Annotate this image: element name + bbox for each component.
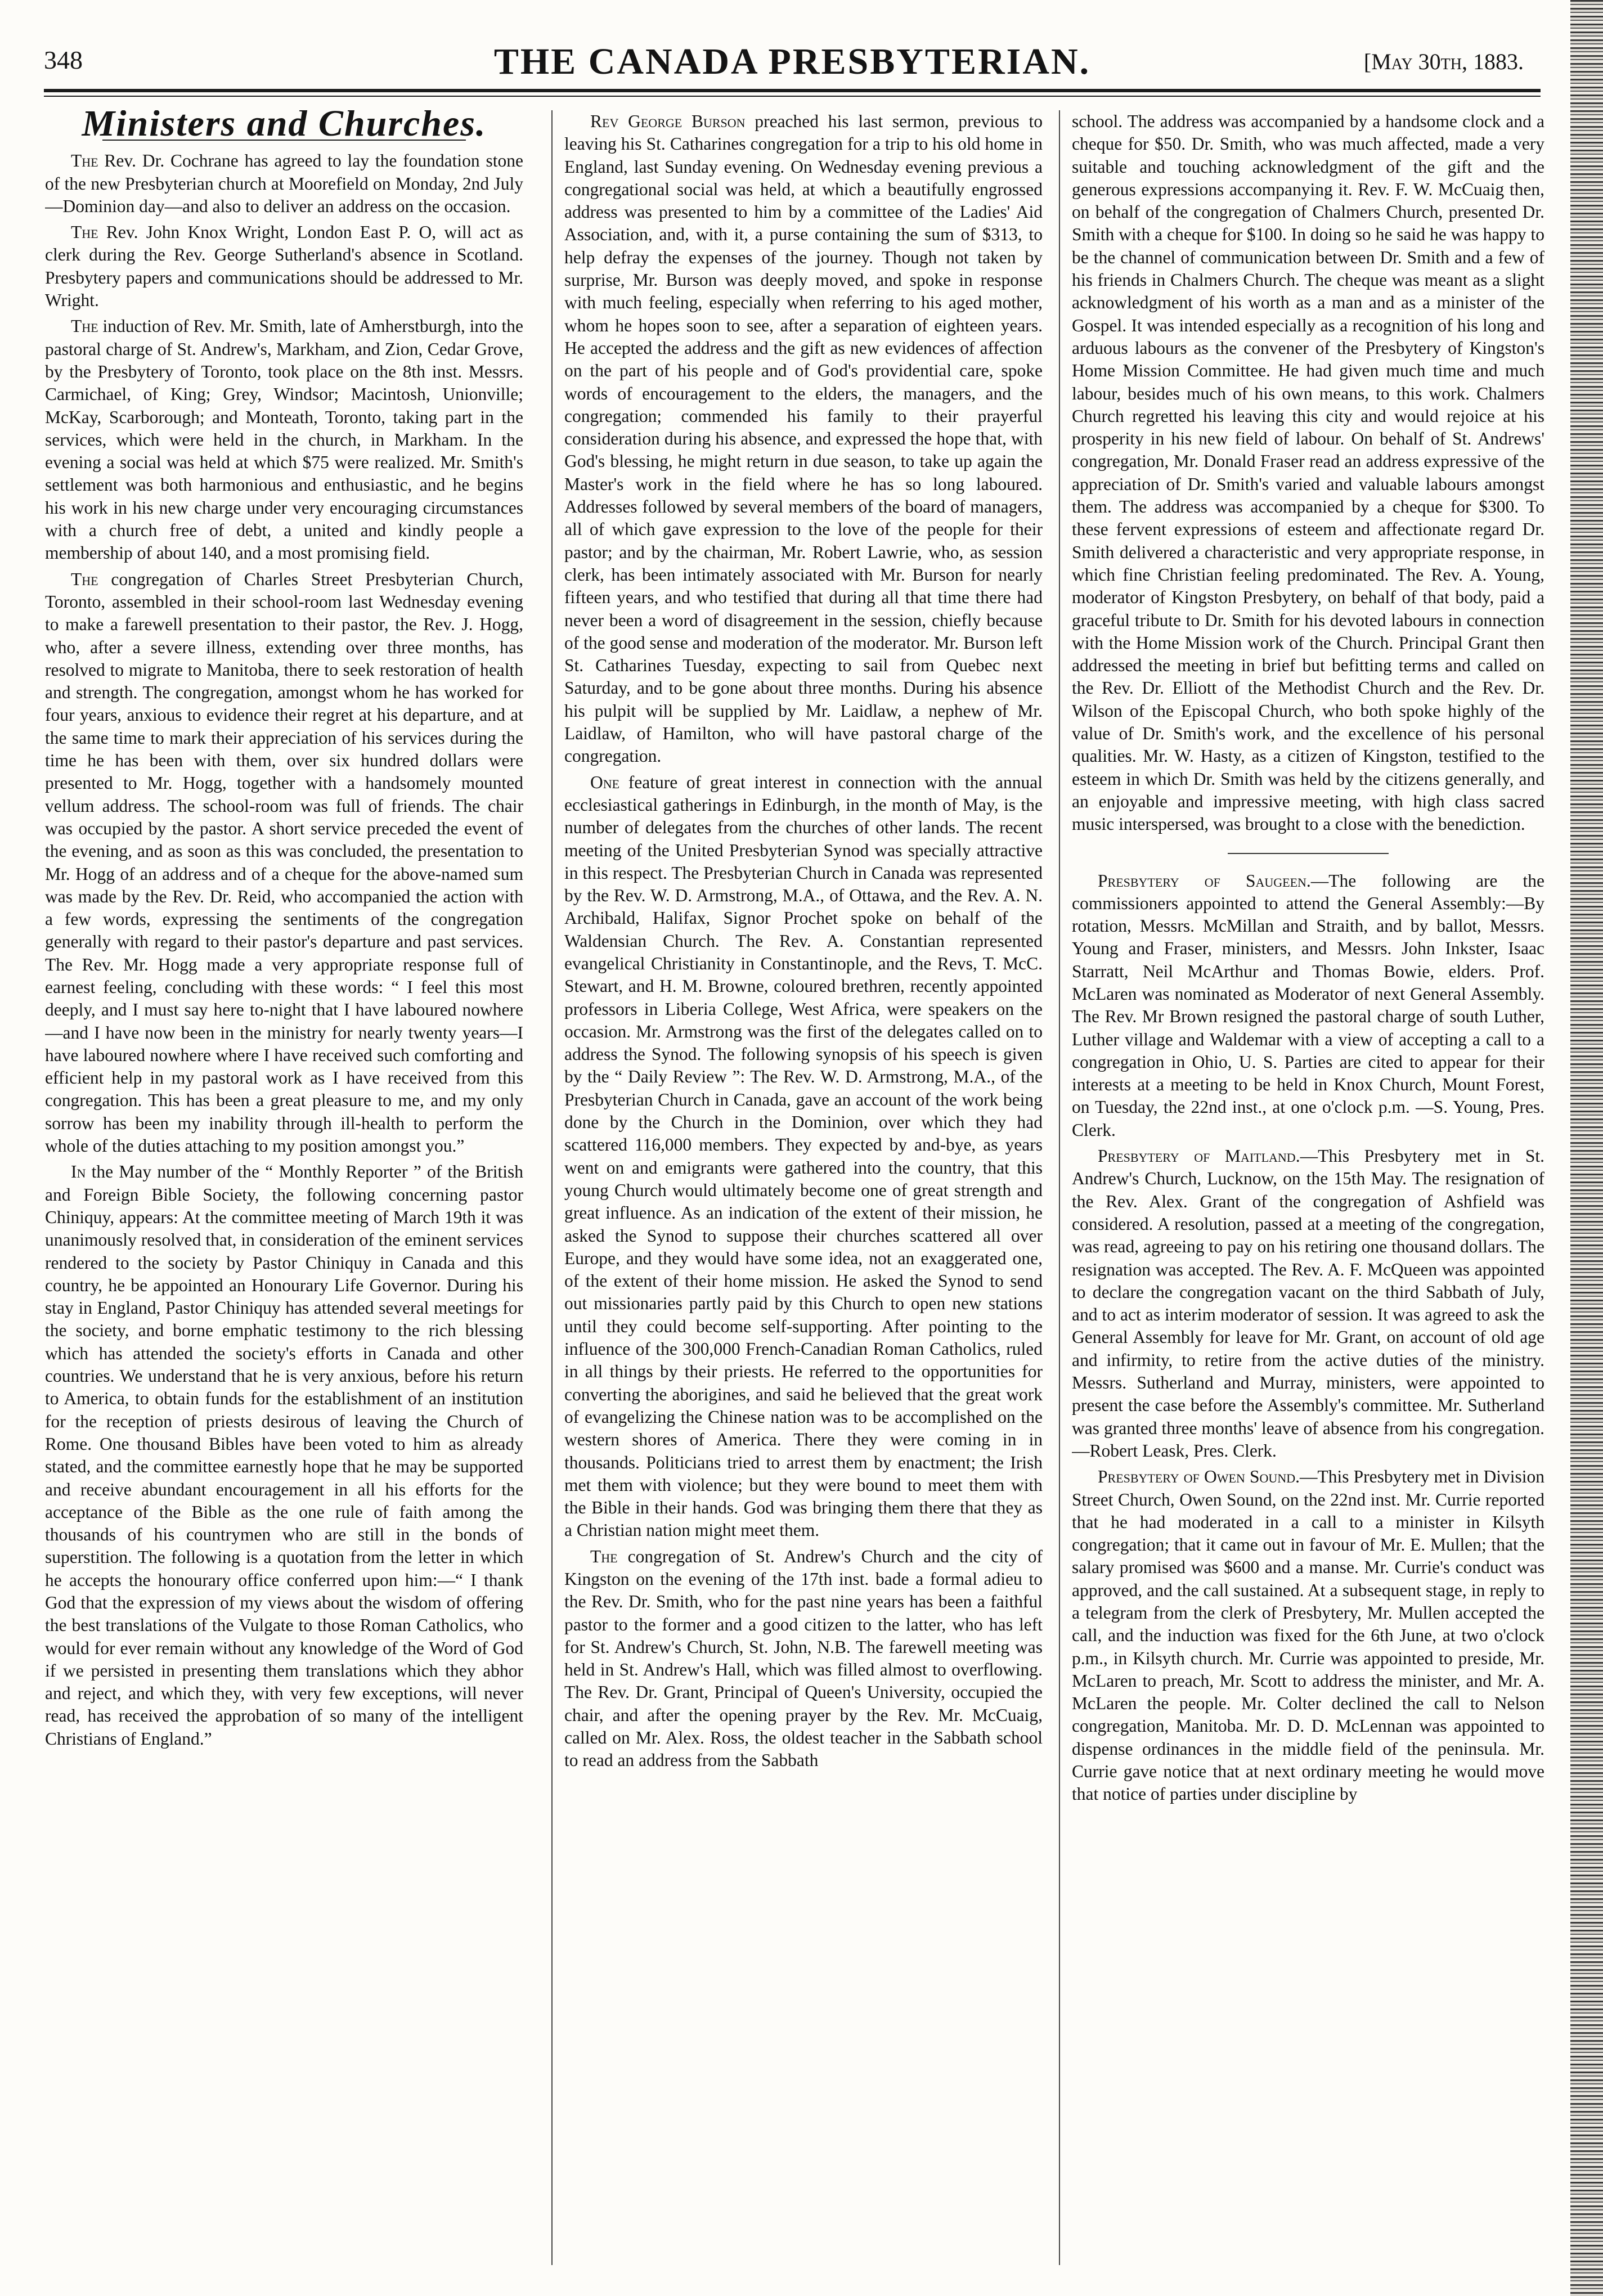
scanned-page-edge <box>1570 0 1603 2296</box>
column-3-paragraphs <box>1072 110 1544 1806</box>
paragraph-lead: One <box>590 772 620 792</box>
article-paragraph <box>1072 870 1544 1142</box>
paragraph-text: school. The address was accompanied by a handsome clock and a cheque for $50. Dr. Smith, who was much affected, made a very suitable and touching acknowledgment of the gift and the generous expressions accompanying it. Rev. F. W. McCuaig then, on behalf of the congregation of Chalmers Church, presented Dr. Smith with a cheque for $100. In doing so he said he was happy to be the channel of communication between Dr. Smith and a few of his friends in Chalmers Church. The cheque was meant as a slight acknowledgment of his worth as a man and as a minister of the Gospel. It was intended especially as a recognition of his long and arduous labours as the convener of the Presbytery of Kingston's Home Mission Committee. He had given much time and much labour, besides much of his own means, to this work. Chalmers Church regretted his leaving this city and would rejoice at his prosperity in his new field of labour. On behalf of St. Andrews' congregation, Mr. Donald Fraser read an address expressive of the appreciation of Dr. Smith's varied and valuable labours amongst them. The address was accompanied by a cheque for $300. To these fervent expressions of esteem and affectionate regard Dr. Smith delivered a characteristic and very appropriate response, in which fine Christian feeling predominated. The Rev. A. Young, moderator of Kingston Presbytery, on behalf of that body, paid a graceful tribute to Dr. Smith for his devoted labours in connection with the Home Mission work of the Church. Principal Grant then addressed the meeting in brief but befitting terms and called on the Rev. Dr. Elliott of the Methodist Church and the Rev. Dr. Wilson of the Episcopal Church, who both spoke highly of the value of Dr. Smith's work, and the excellence of his personal qualities. Mr. W. Hasty, as a citizen of Kingston, testified to the esteem in which Dr. Smith was held by the citizens generally, and an enjoyable and impressive meeting, with high class sacred music interspersed, was brought to a close with the benediction. <box>1072 111 1544 834</box>
paragraph-lead: The <box>590 1546 618 1566</box>
paragraph-lead: The <box>71 222 98 242</box>
paragraph-lead: Presbytery of Saugeen. <box>1098 870 1311 891</box>
column-divider-2 <box>1059 110 1060 2265</box>
paragraph-text: —This Presbytery met in Division Street Church, Owen Sound, on the 22nd inst. Mr. Currie reported that he had moderated in a call to a minister in Kilsyth congregation; that it came out in favour of Mr. E. Mullen; that the salary promised was $600 and a manse. Mr. Currie's conduct was approved, and the call sustained. At a subsequent stage, in reply to a telegram from the clerk of Presbytery, Mr. Mullen accepted the call, and the induction was fixed for the 6th June, at two o'clock p.m., in Kilsyth church. Mr. Currie was appointed to preside, Mr. McLaren to preach, Mr. Scott to address the minister, and Mr. A. McLaren the people. Mr. Colter declined the call to Nelson congregation, Manitoba. Mr. D. D. McLennan was appointed to dispense ordinances in the middle field of the peninsula. Mr. Currie gave notice that at next ordinary meeting he would move that notice of parties under discipline by <box>1072 1467 1544 1804</box>
paragraph-text: congregation of Charles Street Presbyterian Church, Toronto, assembled in their school-room last Wednesday evening to make a farewell presentation to their pastor, the Rev. J. Hogg, who, after a severe illness, extending over three months, has resolved to migrate to Manitoba, there to seek restoration of health and strength. The congregation, amongst whom he has worked for four years, anxious to evidence their regret at his departure, and at the same time to mark their appreciation of his services during the time he has been with them, over six hundred dollars were presented to Mr. Hogg, together with a handsomely mounted vellum address. The school-room was full of friends. The chair was occupied by the pastor. A short service preceded the event of the evening, and as soon as this was concluded, the presentation to Mr. Hogg of an address and of a cheque for the above-named sum was made by the Rev. Dr. Reid, who accompanied the action with a few words, expressing the sentiments of the congregation generally with regard to their pastor's departure and past services. The Rev. Mr. Hogg made a very appropriate response full of earnest feeling, concluding with these words: “ I feel this most deeply, and I must say here to-night that I have laboured nowhere—and I have now been in the ministry for nearly twenty years—I have laboured nowhere where I have received such comforting and efficient help in my pastoral work as I have received from this congregation. This has been a great pleasure to me, and my only sorrow has been my inability through ill-health to perform the whole of the duties attaching to my position amongst you.” <box>45 569 523 1156</box>
header-rule-thin <box>44 96 1541 97</box>
paragraph-lead: The <box>71 316 98 336</box>
article-paragraph <box>45 221 523 312</box>
paragraph-lead: Rev George Burson <box>590 111 746 131</box>
article-paragraph <box>564 1545 1043 1772</box>
column-divider-1 <box>551 110 553 2265</box>
page-number: 348 <box>44 46 83 74</box>
column-1 <box>45 110 523 2265</box>
article-paragraph <box>564 110 1043 768</box>
issue-date: [May 30th, 1883. <box>1363 49 1524 74</box>
paragraph-lead: Presbytery of Maitland. <box>1098 1146 1300 1166</box>
paragraph-lead: The <box>71 569 98 589</box>
article-paragraph <box>45 315 523 564</box>
page-header <box>44 41 1541 86</box>
article-paragraph <box>564 771 1043 1542</box>
paragraph-lead: Presbytery of Owen Sound. <box>1098 1467 1300 1487</box>
column-2 <box>564 110 1043 2265</box>
article-paragraph <box>45 1161 523 1750</box>
paragraph-text: Rev. John Knox Wright, London East P. O, will act as clerk during the Rev. George Sutherland's absence in Scotland. Presbytery papers and communications should be addressed to Mr. Wright. <box>45 222 523 311</box>
paragraph-lead: The <box>71 151 98 171</box>
paragraph-text: —The following are the commissioners appointed to attend the General Assembly:—By rotation, Messrs. McMillan and Straith, and by ballot, Messrs. Young and Fraser, ministers, and Messrs. John Inkster, Isaac Starratt, Neil McArthur and Thomas Bowie, elders. Prof. McLaren was nominated as Moderator of next General Assembly. The Rev. Mr Brown resigned the pastoral charge of south Luther, Luther village and Waldemar with a view of accepting a call to a congregation in Ohio, U. S. Parties are cited to appear for their interests at a meeting to be held in Knox Church, Mount Forest, on Tuesday, the 22nd inst., at one o'clock p.m. —S. Young, Pres. Clerk. <box>1072 870 1544 1140</box>
paragraph-lead: In <box>71 1162 86 1182</box>
paragraph-text: preached his last sermon, previous to leaving his St. Catharines congregation for a trip to his old home in England, last Sunday evening. On Wednesday evening previous a congregational social was held, at which a beautifully engrossed address was presented to him by a committee of the Ladies' Aid Association, and, with it, a purse containing the sum of $313, to help defray the expenses of the journey. Though not taken by surprise, Mr. Burson was deeply moved, and spoke in response with much feeling, especially when referring to his aged mother, whom he hopes soon to see, after a separation of eighteen years. He accepted the address and the gift as new evidences of affection on the part of his people and of God's providential care, spoke words of encouragement to the elders, the managers, and the congregation; commended his family to their prayerful consideration during his absence, and expressed the hope that, with God's blessing, he might return in due season, to take up again the Master's work in the field where he has so long laboured. Addresses followed by several members of the board of managers, all of which gave expression to the love of the people for their pastor; and by the chairman, Mr. Robert Lawrie, who, as session clerk, has been intimately associated with Mr. Burson for nearly fifteen years, and who testified that during all that time there had never been a word of disagreement in the session, chiefly because of the good sense and moderation of the moderator. Mr. Burson left St. Catharines Tuesday, expecting to sail from Quebec next Saturday, and to be gone about three months. During his absence his pulpit will be supplied by Mr. Laidlaw, a nephew of Mr. Laidlaw, of Hamilton, who will have pastoral charge of the congregation. <box>564 111 1043 766</box>
header-rule-thick <box>44 89 1541 92</box>
paragraph-text: induction of Rev. Mr. Smith, late of Amherstburgh, into the pastoral charge of St. Andrew's, Markham, and Zion, Cedar Grove, by the Presbytery of Toronto, took place on the 8th inst. Messrs. Carmichael, of King; Grey, Windsor; Macintosh, Unionville; McKay, Scarborough; and Monteath, Toronto, taking part in the services, which were held in the church, in Markham. In the evening a social was held at which $75 were realized. Mr. Smith's settlement was both harmonious and enthusiastic, and he begins his work in his new charge under very encouraging circumstances with a church free of debt, a united and kindly people a membership of about 140, and a most promising field. <box>45 316 523 563</box>
article-paragraph <box>45 150 523 218</box>
paragraph-text: Rev. Dr. Cochrane has agreed to lay the foundation stone of the new Presbyterian church at Moorefield on Monday, 2nd July—Dominion day—and also to deliver an address on the occasion. <box>45 151 523 216</box>
paragraph-text: congregation of St. Andrew's Church and the city of Kingston on the evening of the 17th inst. bade a formal adieu to the Rev. Dr. Smith, who for the past nine years has been a faithful pastor to the former and a good citizen to the latter, who has left for St. Andrew's Church, St. John, N.B. The farewell meeting was held in St. Andrew's Hall, which was filled almost to overflowing. The Rev. Dr. Grant, Principal of Queen's University, occupied the chair, and after the opening prayer by the Rev. Mr. McCuaig, called on Mr. Alex. Ross, the oldest teacher in the Sabbath school to read an address from the Sabbath <box>564 1546 1043 1771</box>
article-paragraph <box>1072 1145 1544 1462</box>
paragraph-text: feature of great interest in connection with the annual ecclesiastical gatherings in Edinburgh, in the month of May, is the number of delegates from the churches of other lands. The recent meeting of the United Presbyterian Synod was specially attractive in this respect. The Presbyterian Church in Canada was represented by the Rev. W. D. Armstrong, M.A., of Ottawa, and the Rev. A. N. Archibald, Halifax, Signor Prochet spoke on behalf of the Waldensian Church. The Rev. A. Constantian represented evangelical Christianity in Constantinople, and the Revs, T. McC. Stewart, and H. M. Browne, coloured brethren, recently appointed professors in Liberia College, West Africa, were speakers on the occasion. Mr. Armstrong was the first of the delegates called on to address the Synod. The following synopsis of his speech is given by the “ Daily Review ”: The Rev. W. D. Armstrong, M.A., of the Presbyterian Church in Canada, gave an account of the work being done by the Church in the Dominion, over which they had scattered 116,000 members. They expected by and-bye, as years went on and emigrants were gathered into the country, that this young Church would ultimately become one of great strength and great influence. As an indication of the extent of their mission, he asked the Synod to suppose their churches scattered all over Europe, and they would have some idea, not an exaggerated one, of the extent of their home mission. He asked the Synod to send out missionaries partly paid by this Church to open new stations until they could become self-supporting. After pointing to the influence of the 300,000 French-Canadian Roman Catholics, ruled in all things by their priests. He referred to the opportunities for converting the aborigines, and said he believed that the great work of evangelizing the Chinese nation was to be accomplished on the western shores of America. There they were coming in in thousands. Politicians tried to arrest them by enactment; the Irish met them with violence; but they were bound to meet them with the Bible in their hands. God was bringing them there that they as a Christian nation might meet them. <box>564 772 1043 1540</box>
column-2-paragraphs <box>564 110 1043 1772</box>
paragraph-text: the May number of the “ Monthly Reporter ” of the British and Foreign Bible Society, the following concerning pastor Chiniquy, appears: At the committee meeting of March 19th it was unanimously resolved that, in consideration of the eminent services rendered to the society by Pastor Chiniquy in Canada and this country, he be appointed an Honourary Life Governor. During his stay in England, Pastor Chiniquy has attended several meetings for the society, and borne emphatic testimony to the rich blessing which has attended the society's efforts in Canada and other countries. We understand that he is very anxious, before his return to America, to obtain funds for the establishment of an institution for the reception of priests desirous of leaving the Church of Rome. One thousand Bibles have been voted to him as already stated, and the committee earnestly hope that he may be supported and receive abundant encouragement in all his efforts for the acceptance of the Bible as the one rule of faith among the thousands of his countrymen who are still in the bonds of superstition. The following is a quotation from the letter in which he accepts the honourary office conferred upon him:—“ I thank God that the expression of my views about the wisdom of offering the best translations of the Vulgate to those Roman Catholics, who would for ever remain without any knowledge of the Word of God if we persisted in presenting them translations which they abhor and reject, and which they, with very few exceptions, will never read, has received the approbation of so many of the intelligent Christians of England.” <box>45 1162 523 1749</box>
article-paragraph <box>1072 1466 1544 1805</box>
article-paragraph <box>1072 110 1544 836</box>
article-separator-rule <box>1228 853 1389 854</box>
article-paragraph <box>45 568 523 1158</box>
column-1-paragraphs <box>45 150 523 1750</box>
section-title: Ministers and Churches. <box>82 110 487 144</box>
masthead-title: THE CANADA PRESBYTERIAN. <box>493 41 1091 82</box>
paragraph-text: —This Presbytery met in St. Andrew's Church, Lucknow, on the 15th May. The resignation of the Rev. Alex. Grant of the congregation of Ashfield was considered. A resolution, passed at a meeting of the congregation, was read, agreeing to pay on his retiring one thousand dollars. The resignation was accepted. The Rev. A. F. McQueen was appointed to declare the congregation vacant on the third Sabbath of July, and to act as interim moderator of session. It was agreed to ask the General Assembly for leave for Mr. Grant, on account of old age and infirmity, to retire from the active duties of the ministry. Messrs. Sutherland and Murray, ministers, were appointed to present the case before the Assembly's committee. Mr. Sutherland was granted three months' leave of absence from his congregation.—Robert Leask, Pres. Clerk. <box>1072 1146 1544 1461</box>
column-3 <box>1072 110 1544 2265</box>
